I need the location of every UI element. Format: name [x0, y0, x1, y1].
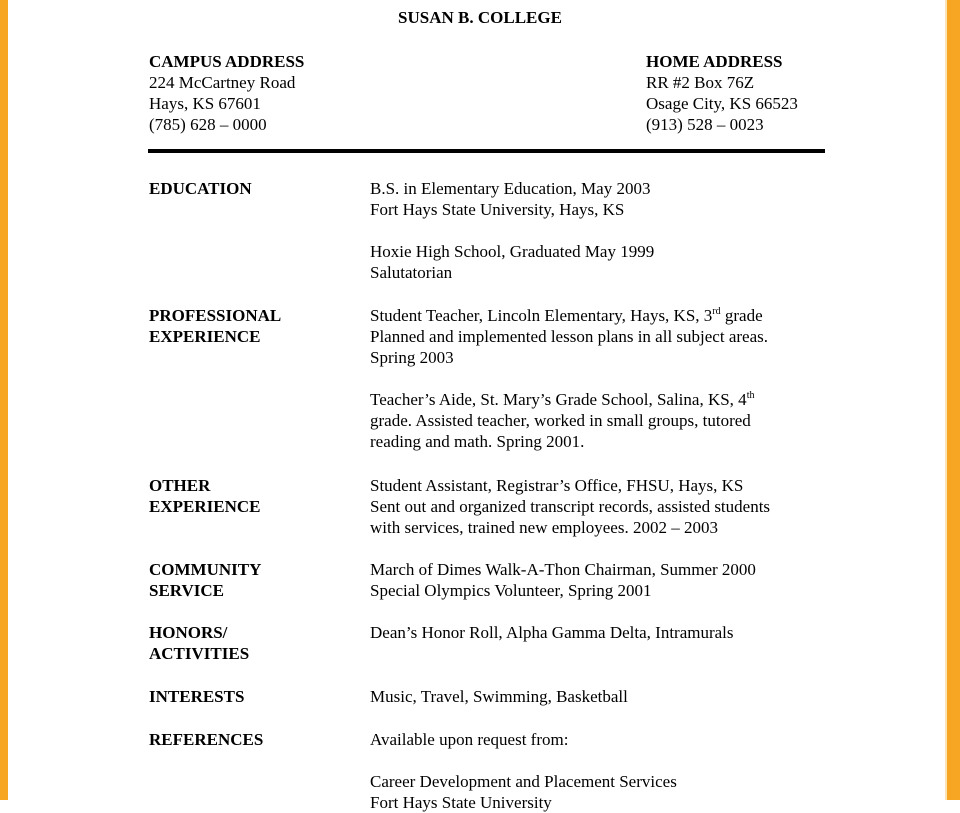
other-experience-line3: with services, trained new employees. 2002 – 2003	[370, 518, 718, 537]
home-address-line2: Osage City, KS 66523	[646, 94, 798, 113]
other-experience-label: OTHER EXPERIENCE	[149, 476, 261, 516]
references-label: REFERENCES	[149, 730, 264, 749]
campus-address-line2: Hays, KS 67601	[149, 94, 261, 113]
right-border-inner-strip	[945, 0, 947, 800]
campus-address-heading: CAMPUS ADDRESS	[149, 52, 305, 71]
community-service-label: COMMUNITY SERVICE	[149, 560, 262, 600]
campus-address-block	[149, 51, 304, 135]
community-service-line1: March of Dimes Walk-A-Thon Chairman, Summer 2000	[370, 560, 756, 579]
campus-address-phone: (785) 628 – 0000	[149, 115, 267, 134]
professional-experience-label: PROFESSIONAL EXPERIENCE	[149, 306, 282, 346]
other-experience-section	[370, 475, 770, 538]
job1-description: Planned and implemented lesson plans in all subject areas.	[370, 327, 768, 346]
references-line2: Career Development and Placement Services	[370, 772, 677, 791]
resume-name: SUSAN B. COLLEGE	[398, 8, 562, 27]
honors-activities-label: HONORS/ ACTIVITIES	[149, 623, 250, 663]
professional-experience-section	[370, 305, 768, 452]
home-address-block	[646, 51, 798, 135]
job2-description-cont: reading and math. Spring 2001.	[370, 432, 585, 451]
community-service-line2: Special Olympics Volunteer, Spring 2001	[370, 581, 652, 600]
campus-address-line1: 224 McCartney Road	[149, 73, 296, 92]
right-border-strip	[947, 0, 960, 800]
other-experience-line2: Sent out and organized transcript records, assisted students	[370, 497, 771, 516]
community-service-section	[370, 559, 756, 601]
job1-date: Spring 2003	[370, 348, 454, 367]
job2-title: Teacher’s Aide, St. Mary’s Grade School, Salina, KS, 4th	[370, 390, 755, 409]
education-degree: B.S. in Elementary Education, May 2003	[370, 179, 651, 198]
education-high-school: Hoxie High School, Graduated May 1999	[370, 242, 655, 261]
references-line3: Fort Hays State University	[370, 793, 552, 812]
education-university: Fort Hays State University, Hays, KS	[370, 200, 625, 219]
interests-line1: Music, Travel, Swimming, Basketball	[370, 687, 628, 706]
header-divider	[148, 149, 825, 153]
job2-description: grade. Assisted teacher, worked in small groups, tutored	[370, 411, 751, 430]
job1-title: Student Teacher, Lincoln Elementary, Hays, KS, 3rd grade	[370, 306, 763, 325]
references-line1: Available upon request from:	[370, 730, 569, 749]
home-address-phone: (913) 528 – 0023	[646, 115, 764, 134]
interests-label: INTERESTS	[149, 687, 245, 706]
interests-section	[370, 686, 628, 707]
honors-activities-line1: Dean’s Honor Roll, Alpha Gamma Delta, Intramurals	[370, 623, 734, 642]
home-address-heading: HOME ADDRESS	[646, 52, 783, 71]
honors-activities-section	[370, 622, 734, 643]
left-border-strip	[0, 0, 8, 800]
education-label: EDUCATION	[149, 179, 252, 198]
references-section	[370, 729, 677, 813]
other-experience-line1: Student Assistant, Registrar’s Office, FHSU, Hays, KS	[370, 476, 744, 495]
education-section	[370, 178, 654, 283]
education-honor: Salutatorian	[370, 263, 453, 282]
home-address-line1: RR #2 Box 76Z	[646, 73, 755, 92]
